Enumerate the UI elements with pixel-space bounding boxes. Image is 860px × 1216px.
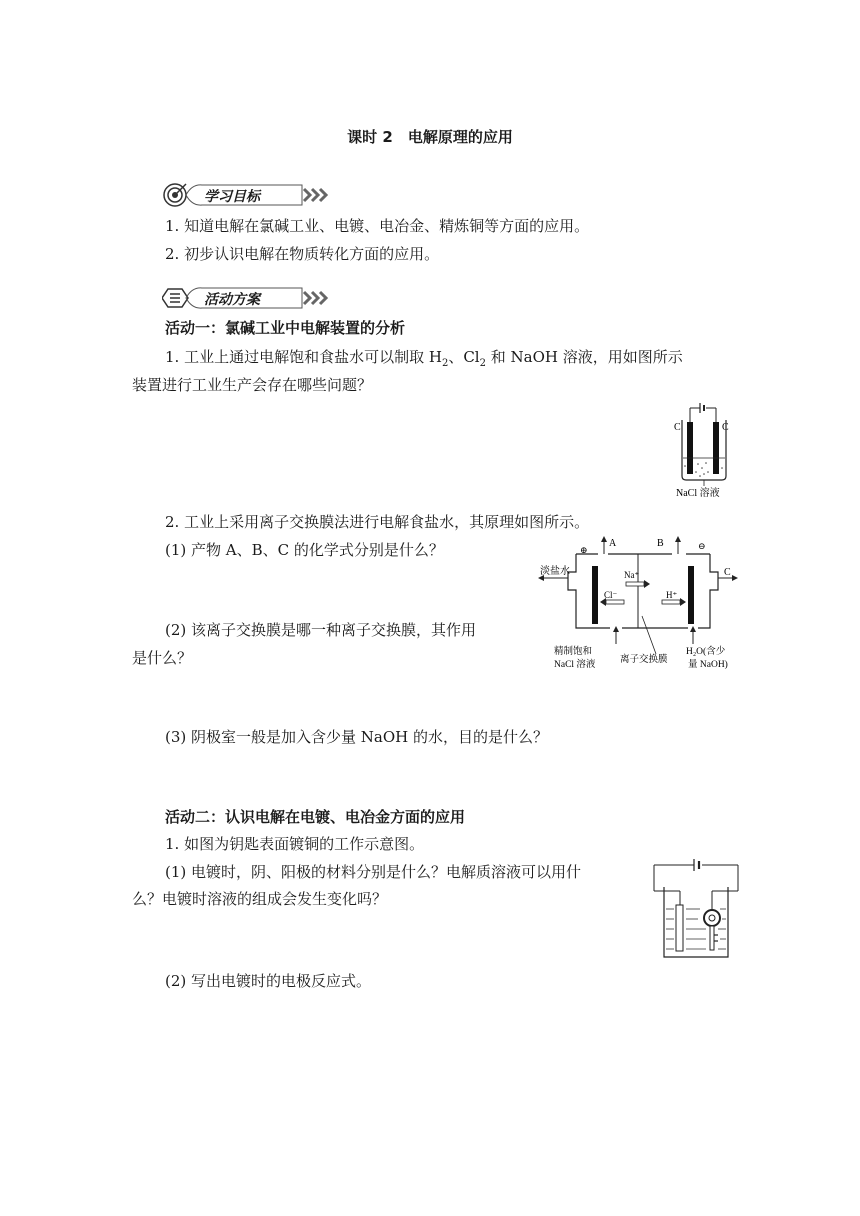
banner-label: 活动方案 — [204, 292, 260, 308]
activity2-question-1: (1) 电镀时，阴、阳极的材料分别是什么？电解质溶液可以用什 — [165, 863, 582, 881]
activity2-question-1-cont: 么？电镀时溶液的组成会发生变化吗？ — [132, 890, 388, 908]
goal-item: 2. 初步认识电解在物质转化方面的应用。 — [165, 245, 440, 263]
inlet-right-label-2: 量 NaOH) — [688, 660, 728, 670]
product-b-label: B — [657, 538, 664, 549]
activity1-heading: 活动一：氯碱工业中电解装置的分析 — [165, 319, 406, 337]
electrolysis-cell-figure — [668, 402, 748, 498]
banner-activity-plan — [162, 285, 342, 311]
sodium-ion-label: Na⁺ — [624, 570, 640, 580]
banner-label: 学习目标 — [204, 189, 260, 205]
chloride-ion-label: Cl⁻ — [604, 590, 618, 600]
question-1-cont: 装置进行工业生产会存在哪些问题？ — [132, 376, 373, 394]
inlet-left-label-2: NaCl 溶液 — [554, 660, 596, 670]
goal-item: 1. 知道电解在氯碱工业、电镀、电冶金、精炼铜等方面的应用。 — [165, 217, 590, 235]
activity2-heading: 活动二：认识电解在电镀、电冶金方面的应用 — [165, 808, 466, 826]
question-2-2: (2) 该离子交换膜是哪一种离子交换膜，其作用 — [165, 621, 477, 639]
activity2-item-1: 1. 如图为钥匙表面镀铜的工作示意图。 — [165, 835, 425, 853]
left-electrode-label: C — [674, 422, 681, 433]
question-2-3: (3) 阴极室一般是加入含少量 NaOH 的水，目的是什么？ — [165, 728, 549, 746]
banner-learning-goals — [162, 182, 342, 208]
cathode-sign: ⊖ — [698, 541, 706, 551]
membrane-label: 离子交换膜 — [620, 655, 668, 665]
page-title: 课时 2 电解原理的应用 — [347, 128, 513, 146]
anode-sign: ⊕ — [580, 545, 588, 555]
right-electrode-label: C — [722, 422, 729, 433]
inlet-left-label: 精制饱和 — [554, 647, 593, 657]
membrane-cell-figure — [538, 536, 740, 676]
electroplating-figure — [650, 855, 742, 961]
activity2-question-2: (2) 写出电镀时的电极反应式。 — [165, 972, 372, 990]
product-c-label: C — [724, 567, 731, 578]
question-2: 2. 工业上采用离子交换膜法进行电解食盐水，其原理如图所示。 — [165, 513, 590, 531]
product-a-label: A — [609, 538, 617, 549]
figure-caption: NaCl 溶液 — [676, 488, 720, 498]
question-2-2-cont: 是什么？ — [132, 649, 193, 667]
question-2-1: (1) 产物 A、B、C 的化学式分别是什么？ — [165, 541, 444, 559]
dilute-brine-label: 淡盐水 — [540, 566, 570, 577]
question-1: 1. 工业上通过电解饱和食盐水可以制取 $H_2$、$Cl_2$ 和 NaOH 溶液，用如图所示 — [165, 348, 683, 369]
inlet-right-label: H₂O(含少 — [686, 647, 726, 657]
hydrogen-ion-label: H⁺ — [666, 590, 678, 600]
